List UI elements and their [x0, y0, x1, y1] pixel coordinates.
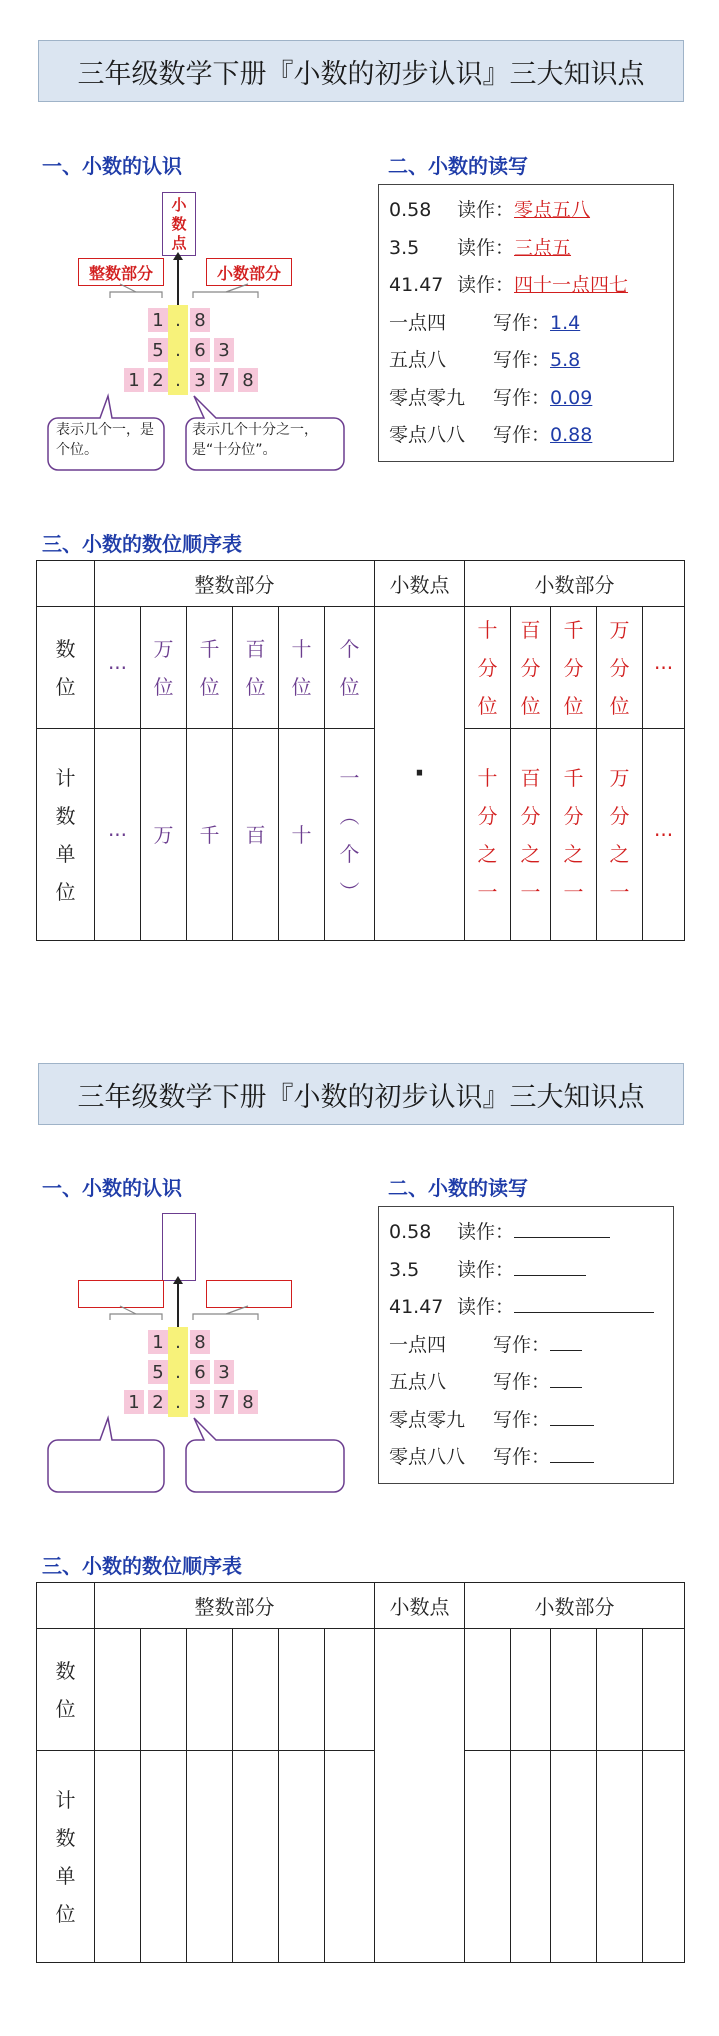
- rw-answer-blank[interactable]: [514, 1257, 586, 1276]
- rw-number: 零点八八: [389, 424, 466, 446]
- blank-cell: [465, 1751, 511, 1963]
- rw-verb: 写作：: [493, 1446, 551, 1468]
- header-decimal-point: 小数点: [375, 561, 465, 607]
- integer-place-cell: 百 位: [233, 607, 279, 729]
- header-decimal-part: 小数部分: [465, 1583, 685, 1629]
- blank-cell: [597, 1751, 643, 1963]
- rw-number: 一点四: [389, 1333, 447, 1356]
- decimal-unit-cell: 千 分 之 一: [551, 729, 597, 941]
- row-label-unit: 计 数 单 位: [37, 1751, 95, 1963]
- place-value-table: [36, 560, 685, 941]
- rw-answer: 零点五八: [514, 199, 591, 221]
- decimal-unit-cell: 万 分 之 一: [597, 729, 643, 941]
- blank-cell: [465, 1629, 511, 1751]
- integer-digit: 1: [148, 308, 168, 332]
- read-write-row: [389, 1255, 586, 1282]
- rw-number: 一点四: [389, 311, 447, 334]
- decimal-place-cell: 百 分 位: [511, 607, 551, 729]
- rw-answer: 5.8: [550, 349, 581, 371]
- read-write-row: [389, 270, 628, 297]
- rw-answer-blank[interactable]: [550, 1407, 594, 1426]
- rw-number: 41.47: [389, 274, 444, 296]
- decimal-place-cell: 十 分 位: [465, 607, 511, 729]
- sheet-title-blank: 三年级数学下册『小数的初步认识』三大知识点: [38, 1063, 684, 1125]
- rw-answer-blank[interactable]: [550, 1332, 582, 1351]
- read-write-row: [389, 420, 592, 447]
- blank-cell: [325, 1751, 375, 1963]
- rw-number: 41.47: [389, 1296, 444, 1318]
- header-integer-part: 整数部分: [95, 561, 375, 607]
- rw-answer-blank[interactable]: [550, 1444, 594, 1463]
- blank-cell: [233, 1751, 279, 1963]
- blank-cell: [511, 1751, 551, 1963]
- sheet-title: 三年级数学下册『小数的初步认识』三大知识点: [38, 40, 684, 102]
- fraction-digit: 8: [238, 368, 258, 392]
- rw-answer: 1.4: [550, 311, 581, 334]
- rw-answer: 0.09: [550, 386, 593, 409]
- decimal-place-cell: 万 分 位: [597, 607, 643, 729]
- integer-place-cell: 千 位: [187, 607, 233, 729]
- header-integer-part: 整数部分: [95, 1583, 375, 1629]
- integer-unit-cell: 十: [279, 729, 325, 941]
- rw-answer: 0.88: [550, 424, 593, 446]
- rw-verb: 读作：: [457, 1221, 515, 1243]
- rw-verb: 写作：: [493, 1371, 551, 1393]
- blank-cell: [141, 1629, 187, 1751]
- decimal-place-cell: 千 分 位: [551, 607, 597, 729]
- read-write-row: [389, 345, 580, 372]
- rw-verb: 写作：: [493, 1333, 551, 1356]
- rw-number: 零点八八: [389, 1446, 466, 1468]
- row-label-place: 数 位: [37, 1629, 95, 1751]
- rw-answer-blank[interactable]: [514, 1219, 610, 1238]
- integer-digit: 1: [124, 368, 144, 392]
- blank-cell: [187, 1629, 233, 1751]
- ellipsis-cell: ···: [95, 607, 141, 729]
- rw-verb: 读作：: [457, 274, 515, 296]
- ellipsis-cell: ···: [643, 729, 685, 941]
- read-write-row: [389, 1405, 594, 1432]
- rw-number: 零点零九: [389, 386, 466, 409]
- callout-tenths: 表示几个十分之一，是“十分位”。: [192, 422, 318, 458]
- table-corner: [37, 561, 95, 607]
- read-write-box-blank: [378, 1206, 674, 1484]
- table-corner: [37, 1583, 95, 1629]
- header-decimal-part: 小数部分: [465, 561, 685, 607]
- decimal-unit-cell: 百 分 之 一: [511, 729, 551, 941]
- rw-answer: 四十一点四七: [514, 274, 629, 296]
- fraction-digit: 7: [214, 368, 234, 392]
- read-write-row: [389, 1330, 582, 1357]
- read-write-row: [389, 195, 590, 222]
- rw-number: 零点零九: [389, 1408, 466, 1431]
- read-write-row: [389, 1217, 610, 1244]
- read-write-box: [378, 184, 674, 462]
- ellipsis-cell: ···: [95, 729, 141, 941]
- section1-title-blank: 一、小数的认识: [42, 1176, 182, 1200]
- callout-ones: 表示几个一，是个位。: [56, 422, 154, 458]
- rw-number: 0.58: [389, 1221, 432, 1243]
- fraction-digit: 6: [190, 1360, 210, 1384]
- rw-verb: 写作：: [493, 424, 551, 446]
- rw-number: 3.5: [389, 236, 420, 259]
- decimal-point-dot: .: [175, 309, 181, 331]
- blank-cell: [551, 1751, 597, 1963]
- integer-digit: 5: [148, 338, 168, 362]
- read-write-row: [389, 308, 580, 335]
- section3-title-blank: 三、小数的数位顺序表: [42, 1554, 242, 1578]
- blank-cell: [279, 1751, 325, 1963]
- rw-verb: 读作：: [457, 236, 515, 259]
- section1-title: 一、小数的认识: [42, 154, 182, 178]
- decimal-unit-cell: 十 分 之 一: [465, 729, 511, 941]
- integer-unit-cell: 千: [187, 729, 233, 941]
- header-decimal-point: 小数点: [375, 1583, 465, 1629]
- rw-verb: 写作：: [493, 386, 551, 409]
- blank-cell: [95, 1751, 141, 1963]
- decimal-point-dot: .: [175, 1361, 181, 1383]
- integer-digit: 5: [148, 1360, 168, 1384]
- rw-number: 五点八: [389, 1371, 447, 1393]
- fraction-digit: 6: [190, 338, 210, 362]
- fraction-digit: 3: [214, 1360, 234, 1384]
- blank-cell: [551, 1629, 597, 1751]
- rw-number: 五点八: [389, 349, 447, 371]
- decimal-part-label: 小数部分: [206, 258, 292, 286]
- read-write-row: [389, 233, 571, 260]
- integer-digit: 1: [148, 1330, 168, 1354]
- fraction-digit: 7: [214, 1390, 234, 1414]
- integer-place-cell: 个 位: [325, 607, 375, 729]
- blank-cell: [643, 1751, 685, 1963]
- rw-number: 0.58: [389, 199, 432, 221]
- integer-unit-cell: 一 ︵ 个 ︶: [325, 729, 375, 941]
- blank-cell: [187, 1751, 233, 1963]
- integer-part-label: 整数部分: [78, 258, 164, 286]
- rw-verb: 读作：: [457, 1296, 515, 1318]
- fraction-digit: 3: [190, 368, 210, 392]
- blank-cell: [511, 1629, 551, 1751]
- ellipsis-cell: ···: [643, 607, 685, 729]
- fraction-digit: 8: [238, 1390, 258, 1414]
- integer-digit: 1: [124, 1390, 144, 1414]
- fraction-digit: 3: [190, 1390, 210, 1414]
- decimal-point-dot: .: [175, 369, 181, 391]
- integer-digit: 2: [148, 1390, 168, 1414]
- read-write-row: [389, 1442, 594, 1469]
- blank-cell: [233, 1629, 279, 1751]
- read-write-row: [389, 1292, 654, 1319]
- rw-answer-blank[interactable]: [514, 1294, 654, 1313]
- decimal-point-label: 小数点: [162, 192, 196, 256]
- decimal-point-cell: ·: [375, 607, 465, 941]
- integer-place-cell: 万 位: [141, 607, 187, 729]
- integer-unit-cell: 百: [233, 729, 279, 941]
- rw-answer: 三点五: [514, 236, 572, 259]
- section2-title: 二、小数的读写: [388, 154, 528, 178]
- decimal-point-cell: [375, 1629, 465, 1963]
- integer-place-cell: 十 位: [279, 607, 325, 729]
- rw-verb: 写作：: [493, 349, 551, 371]
- blank-cell: [325, 1629, 375, 1751]
- rw-verb: 写作：: [493, 1408, 551, 1431]
- blank-cell: [141, 1751, 187, 1963]
- place-value-table-blank: [36, 1582, 685, 1963]
- decimal-point-dot: .: [175, 1331, 181, 1353]
- rw-answer-blank[interactable]: [550, 1369, 582, 1388]
- row-label-place: 数 位: [37, 607, 95, 729]
- section3-title: 三、小数的数位顺序表: [42, 532, 242, 556]
- rw-verb: 读作：: [457, 1258, 515, 1281]
- fraction-digit: 8: [190, 1330, 210, 1354]
- blank-cell: [279, 1629, 325, 1751]
- decimal-point-dot: .: [175, 1391, 181, 1413]
- rw-number: 3.5: [389, 1258, 420, 1281]
- rw-verb: 写作：: [493, 311, 551, 334]
- rw-verb: 读作：: [457, 199, 515, 221]
- decimal-point-dot: .: [175, 339, 181, 361]
- blank-cell: [643, 1629, 685, 1751]
- section2-title-blank: 二、小数的读写: [388, 1176, 528, 1200]
- fraction-digit: 3: [214, 338, 234, 362]
- fraction-digit: 8: [190, 308, 210, 332]
- blank-cell: [95, 1629, 141, 1751]
- row-label-unit: 计 数 单 位: [37, 729, 95, 941]
- read-write-row: [389, 383, 592, 410]
- integer-digit: 2: [148, 368, 168, 392]
- blank-cell: [597, 1629, 643, 1751]
- integer-unit-cell: 万: [141, 729, 187, 941]
- read-write-row: [389, 1367, 582, 1394]
